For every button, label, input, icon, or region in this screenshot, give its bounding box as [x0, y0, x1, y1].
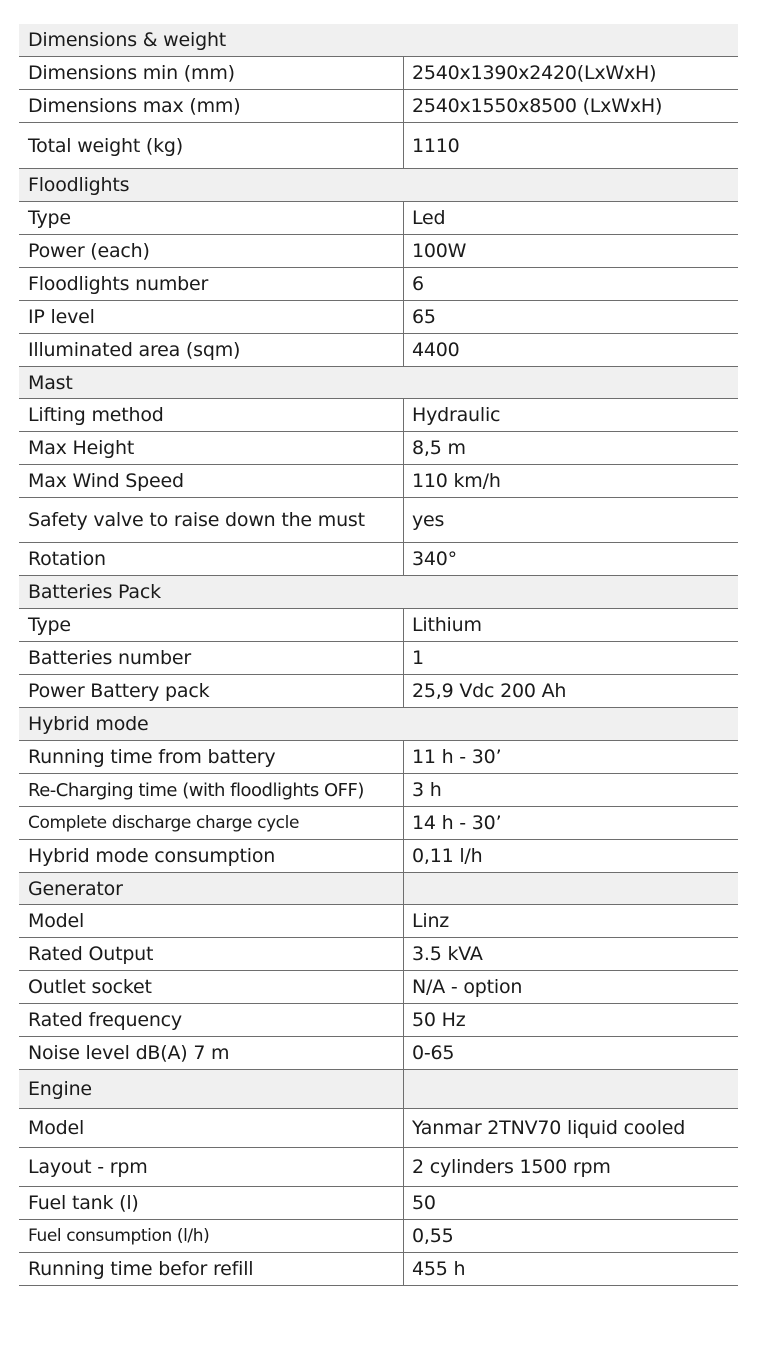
section-header-row	[19, 873, 738, 905]
spec-row	[19, 840, 738, 873]
section-title: Generator	[28, 877, 123, 900]
spec-row	[19, 741, 738, 774]
section-value-cell	[403, 1070, 738, 1108]
spec-label: Model	[28, 910, 85, 932]
spec-row	[19, 1004, 738, 1037]
spec-value: 2540x1550x8500 (LxWxH)	[403, 90, 738, 122]
spec-label: Running time from battery	[28, 746, 276, 768]
spec-row	[19, 301, 738, 334]
spec-label: Rotation	[28, 548, 106, 570]
spec-value: 110 km/h	[403, 465, 738, 497]
spec-label: Power Battery pack	[28, 680, 210, 702]
spec-value: 6	[403, 268, 738, 300]
spec-value: 3 h	[403, 774, 738, 806]
spec-label: Floodlights number	[28, 273, 209, 295]
spec-label: Dimensions min (mm)	[28, 62, 235, 84]
spec-value: Hydraulic	[403, 399, 738, 431]
spec-value: 25,9 Vdc 200 Ah	[403, 675, 738, 707]
spec-value: Yanmar 2TNV70 liquid cooled	[403, 1109, 738, 1147]
spec-value: Led	[403, 202, 738, 234]
spec-row	[19, 123, 738, 169]
spec-value: 14 h - 30’	[403, 807, 738, 839]
spec-row	[19, 399, 738, 432]
spec-label: Model	[28, 1117, 85, 1139]
spec-row	[19, 543, 738, 576]
spec-row	[19, 202, 738, 235]
section-title: Floodlights	[28, 174, 130, 196]
spec-value: 4400	[403, 334, 738, 366]
spec-label: Illuminated area (sqm)	[28, 339, 241, 361]
spec-value: 65	[403, 301, 738, 333]
spec-value: 340°	[403, 543, 738, 575]
spec-label: Batteries number	[28, 647, 191, 669]
section-title: Dimensions & weight	[28, 29, 227, 51]
spec-row	[19, 675, 738, 708]
spec-label: Max Height	[28, 437, 135, 459]
spec-label: Noise level dB(A) 7 m	[28, 1042, 230, 1064]
spec-label: IP level	[28, 306, 95, 328]
spec-row	[19, 1220, 738, 1253]
spec-label: Layout - rpm	[28, 1156, 148, 1178]
section-value-cell	[403, 708, 738, 740]
spec-label: Fuel consumption (l/h)	[28, 1226, 210, 1246]
spec-value: 8,5 m	[403, 432, 738, 464]
section-value-cell	[403, 873, 738, 904]
spec-value: 0-65	[403, 1037, 738, 1069]
spec-row	[19, 465, 738, 498]
section-title: Hybrid mode	[28, 713, 149, 735]
spec-label: Outlet socket	[28, 976, 152, 998]
spec-label: Fuel tank (l)	[28, 1192, 139, 1214]
spec-row	[19, 609, 738, 642]
spec-value: Linz	[403, 905, 738, 937]
spec-row	[19, 905, 738, 938]
spec-row	[19, 57, 738, 90]
spec-value: yes	[403, 498, 738, 542]
spec-row	[19, 235, 738, 268]
spec-value: 2 cylinders 1500 rpm	[403, 1148, 738, 1186]
spec-value: 0,55	[403, 1220, 738, 1252]
spec-value: Lithium	[403, 609, 738, 641]
section-header-row	[19, 708, 738, 741]
spec-row	[19, 938, 738, 971]
spec-label: Running time befor refill	[28, 1258, 254, 1280]
spec-row	[19, 1148, 738, 1187]
spec-row	[19, 642, 738, 675]
spec-label: Power (each)	[28, 240, 150, 262]
spec-label: Type	[28, 207, 71, 229]
spec-label: Lifting method	[28, 404, 164, 426]
spec-label: Max Wind Speed	[28, 470, 184, 492]
spec-row	[19, 90, 738, 123]
spec-value: 0,11 l/h	[403, 840, 738, 872]
section-header-row	[19, 1070, 738, 1109]
spec-value: 1110	[403, 123, 738, 168]
spec-value: 50 Hz	[403, 1004, 738, 1036]
section-header-row	[19, 24, 738, 57]
spec-value: 11 h - 30’	[403, 741, 738, 773]
spec-value: 100W	[403, 235, 738, 267]
spec-row	[19, 774, 738, 807]
section-title: Engine	[28, 1078, 92, 1100]
spec-row	[19, 1253, 738, 1286]
section-value-cell	[403, 169, 738, 201]
spec-label: Total weight (kg)	[28, 134, 184, 157]
spec-label: Re-Charging time (with floodlights OFF)	[28, 779, 364, 801]
section-title: Mast	[28, 371, 73, 394]
spec-value: 2540x1390x2420(LxWxH)	[403, 57, 738, 89]
section-value-cell	[403, 24, 738, 56]
spec-row	[19, 432, 738, 465]
spec-row	[19, 971, 738, 1004]
spec-table	[19, 24, 738, 1286]
spec-label: Type	[28, 614, 71, 636]
section-title: Batteries Pack	[28, 581, 161, 603]
spec-label: Dimensions max (mm)	[28, 95, 241, 117]
spec-label: Rated frequency	[28, 1009, 182, 1031]
spec-row	[19, 1109, 738, 1148]
spec-label: Rated Output	[28, 943, 154, 965]
spec-value: 3.5 kVA	[403, 938, 738, 970]
section-header-row	[19, 576, 738, 609]
spec-value: N/A - option	[403, 971, 738, 1003]
section-header-row	[19, 367, 738, 399]
spec-row	[19, 1187, 738, 1220]
spec-value: 455 h	[403, 1253, 738, 1285]
section-value-cell	[403, 367, 738, 398]
spec-value: 1	[403, 642, 738, 674]
spec-label: Safety valve to raise down the must	[28, 509, 365, 531]
section-header-row	[19, 169, 738, 202]
section-value-cell	[403, 576, 738, 608]
spec-row	[19, 498, 738, 543]
spec-row	[19, 807, 738, 840]
spec-label: Hybrid mode consumption	[28, 845, 276, 867]
spec-row	[19, 1037, 738, 1070]
spec-value: 50	[403, 1187, 738, 1219]
spec-label: Complete discharge charge cycle	[28, 813, 300, 833]
spec-row	[19, 334, 738, 367]
spec-row	[19, 268, 738, 301]
